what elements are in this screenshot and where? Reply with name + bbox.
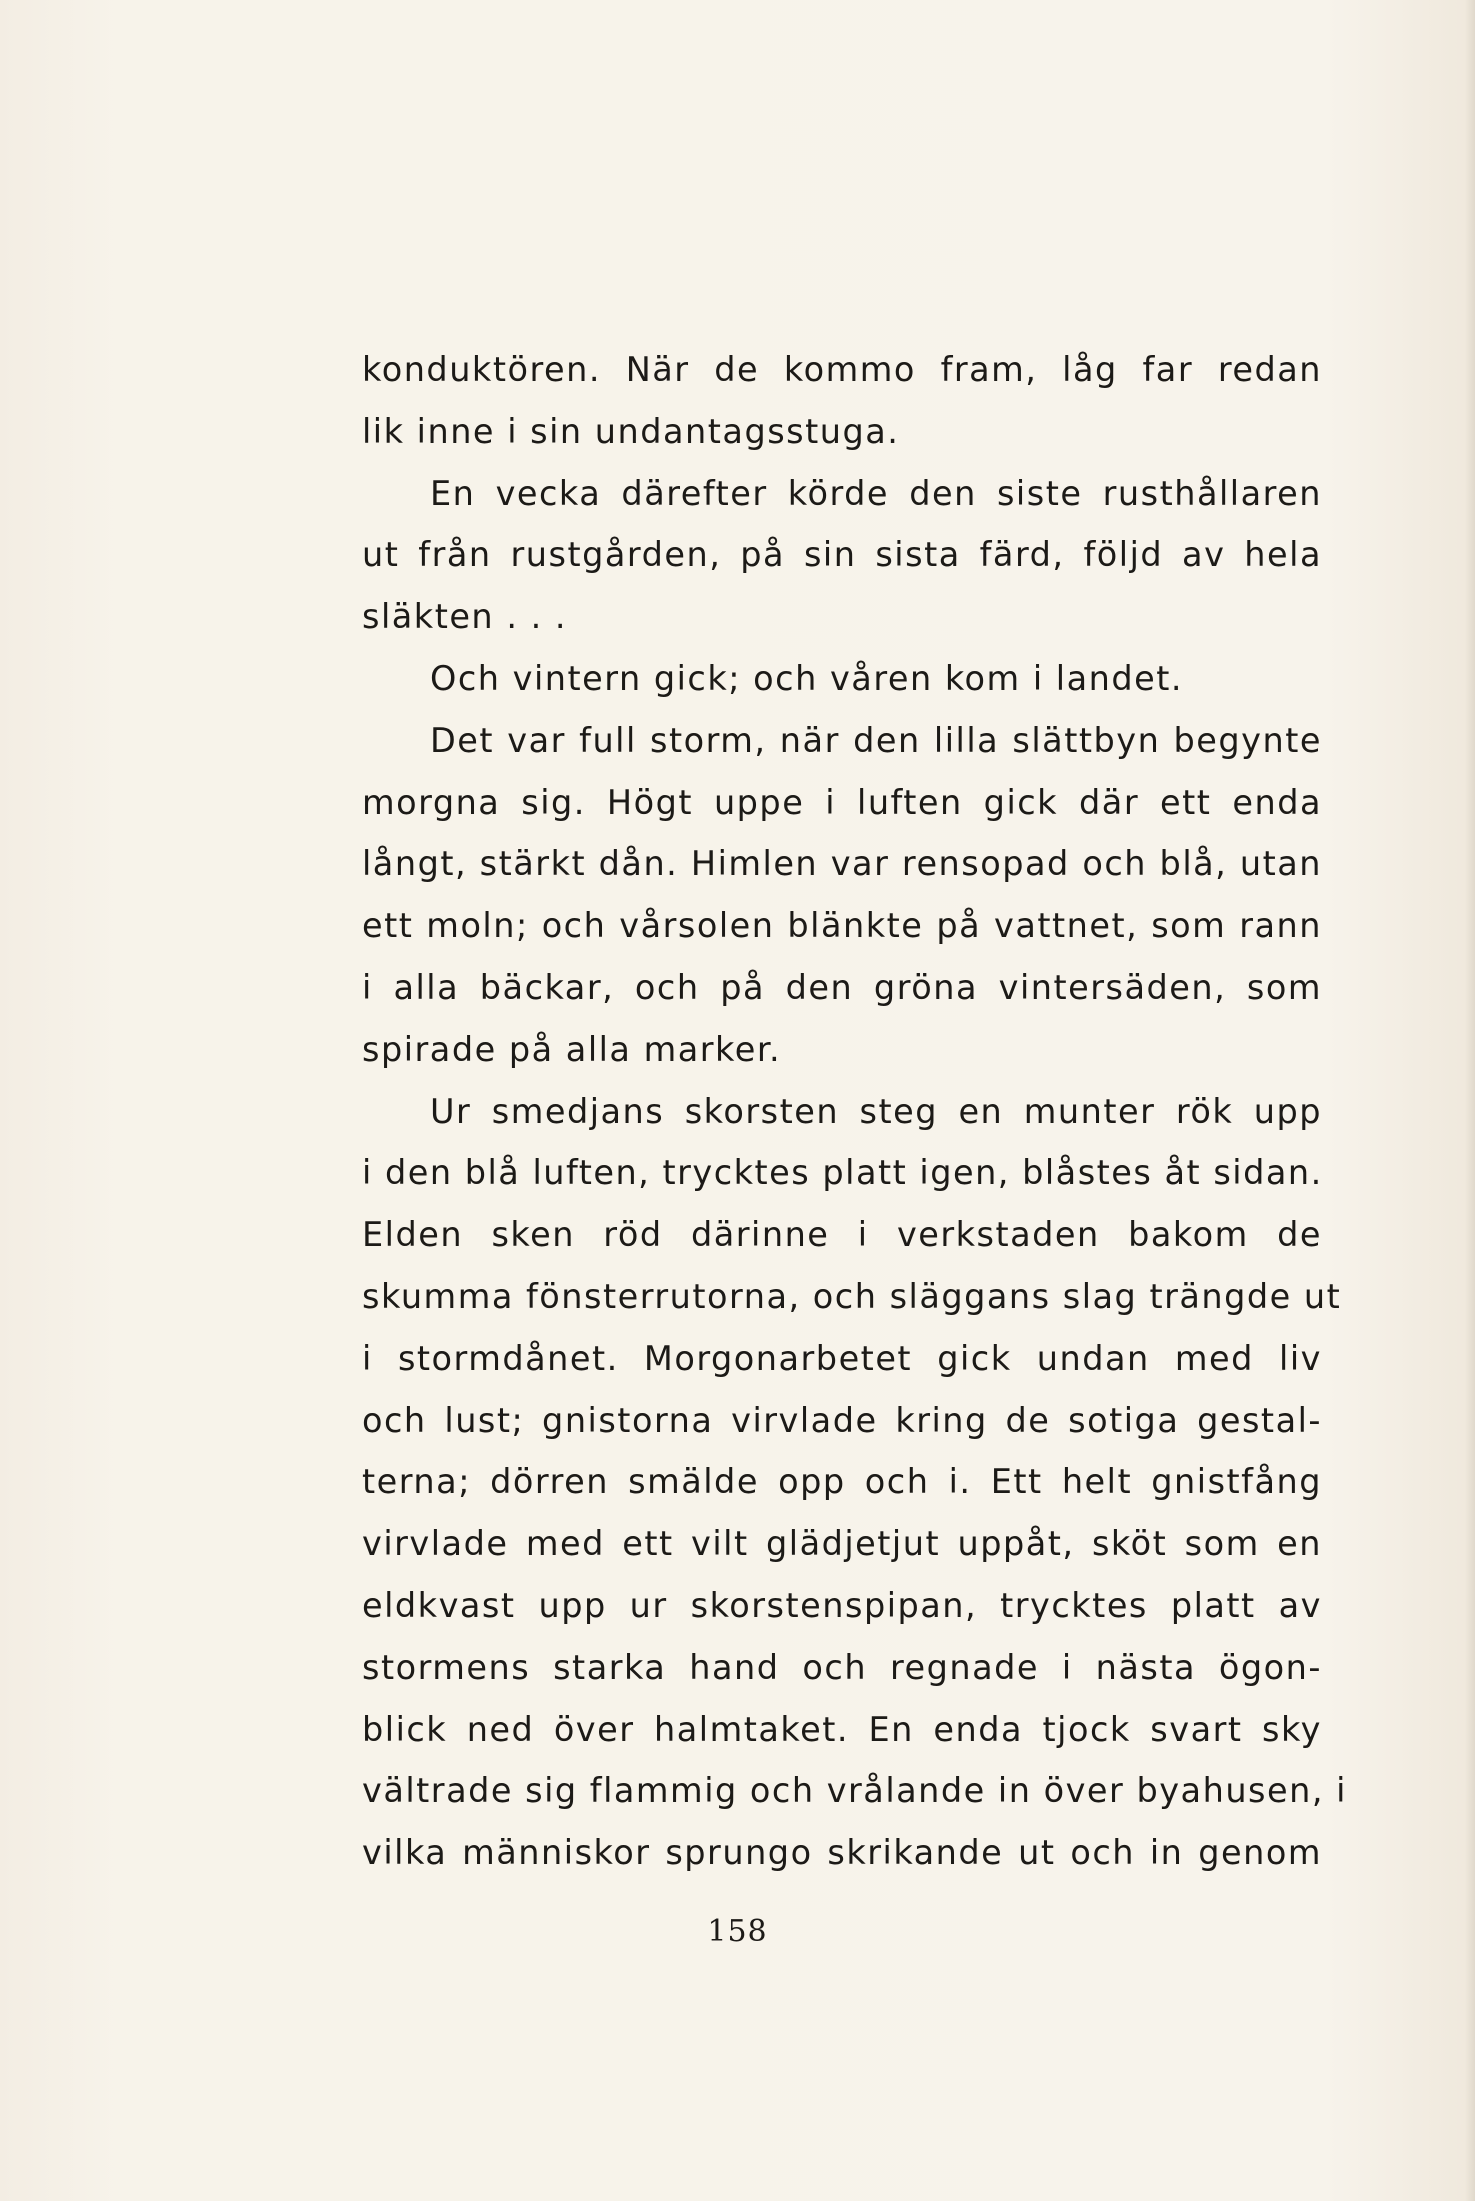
- text-line: i den blå luften, trycktes platt igen, blåstes åt sidan.: [362, 1153, 1323, 1193]
- text-line: terna; dörren smälde opp och i. Ett helt gnistfång: [362, 1462, 1322, 1502]
- text-line: långt, stärkt dån. Himlen var rensopad och blå, utan: [362, 844, 1322, 884]
- text-line: En vecka därefter körde den siste rusthållaren: [430, 473, 1322, 513]
- text-line: Det var full storm, när den lilla slättbyn begynte: [430, 720, 1322, 760]
- text-line: och lust; gnistorna virvlade kring de sotiga gestal-: [362, 1400, 1322, 1440]
- text-line: släkten . . .: [362, 597, 568, 637]
- text-line: i alla bäckar, och på den gröna vintersäden, som: [362, 967, 1322, 1007]
- text-line: lik inne i sin undantagsstuga.: [362, 411, 900, 451]
- body-text: [362, 339, 1347, 1884]
- text-line: ut från rustgården, på sin sista färd, följd av hela: [362, 535, 1322, 575]
- text-line: vältrade sig flammig och vrålande in över byahusen, i: [362, 1771, 1347, 1811]
- text-line: ett moln; och vårsolen blänkte på vattnet, som rann: [362, 906, 1322, 946]
- page-number: 158: [707, 1914, 768, 1949]
- text-line: stormens starka hand och regnade i nästa ögon-: [362, 1647, 1322, 1687]
- text-line: virvlade med ett vilt glädjetjut uppåt, sköt som en: [362, 1524, 1322, 1564]
- text-line: eldkvast upp ur skorstenspipan, trycktes platt av: [362, 1585, 1322, 1625]
- text-line: Och vintern gick; och våren kom i landet.: [430, 658, 1184, 698]
- text-line: blick ned över halmtaket. En enda tjock svart sky: [362, 1709, 1322, 1749]
- text-line: i stormdånet. Morgonarbetet gick undan med liv: [362, 1338, 1322, 1378]
- text-line: morgna sig. Högt uppe i luften gick där ett enda: [362, 782, 1322, 822]
- text-line: skumma fönsterrutorna, och släggans slag trängde ut: [362, 1276, 1342, 1316]
- text-line: Elden sken röd därinne i verkstaden bakom de: [362, 1215, 1322, 1255]
- text-line: vilka människor sprungo skrikande ut och in genom: [362, 1833, 1322, 1873]
- text-line: konduktören. När de kommo fram, låg far redan: [362, 350, 1322, 389]
- text-line: spirade på alla marker.: [362, 1029, 782, 1069]
- page-edge-shadow: [1465, 0, 1475, 2201]
- text-line: Ur smedjans skorsten steg en munter rök upp: [430, 1091, 1322, 1131]
